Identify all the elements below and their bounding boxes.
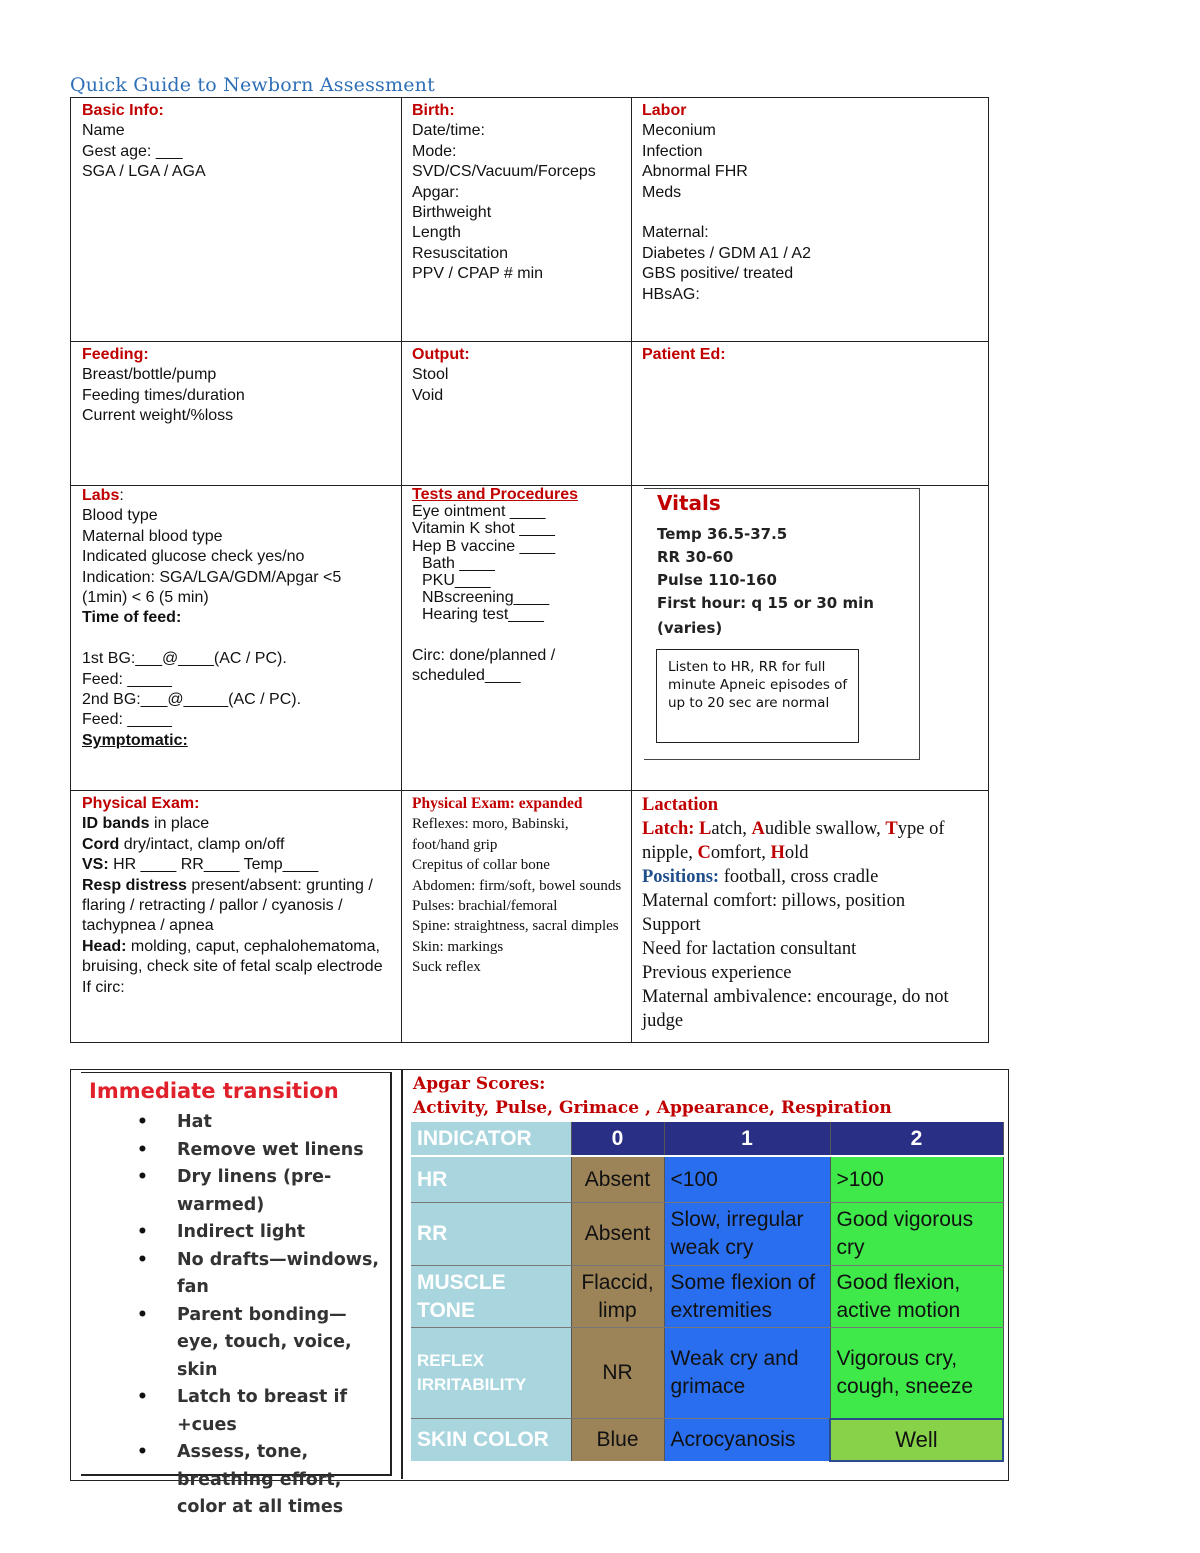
immediate-transition-box [81,1072,392,1517]
tests-line: Bath ____ [422,554,495,572]
tests-line: Vitamin K shot ____ [412,520,555,538]
list-item: • No drafts—windows, fan [177,1247,381,1302]
table-row [411,1156,1003,1202]
lactation-line: Support [642,915,701,935]
vitals-note: Listen to HR, RR for full minute Apneic episodes of up to 20 sec are normal [656,649,859,743]
immediate-transition-heading: Immediate transition [89,1079,339,1103]
column-divider [401,1070,403,1479]
id-bands-label: ID bands [82,815,150,833]
apgar-cell: Some flexion of extremities [664,1265,830,1328]
physical-exam-cell [71,791,402,1042]
pe-expanded-line: Skin: markings [412,938,504,955]
latch-text: ype of nipple, [642,819,945,863]
latch-letter: T [885,819,898,839]
lactation-line: Maternal comfort: pillows, position [642,891,906,911]
pe-expanded-line: Pulses: brachial/femoral [412,898,558,915]
apgar-cell: RR [411,1203,571,1266]
spacer [642,203,980,223]
latch-letter: A [751,819,765,839]
labor-heading: Labor [642,102,687,119]
resp-text: present/absent: grunting / flaring / retracting / pallor / cyanosis / tachypnea / apnea [82,876,373,935]
tests-line: NBscreening____ [422,589,550,607]
birth-line: Mode: [412,142,457,160]
birth-heading: Birth: [412,102,455,119]
patient-ed-heading: Patient Ed: [642,346,726,363]
apgar-cell: Good flexion, active motion [830,1265,1003,1328]
tests-line: Eye ointment ____ [412,503,546,521]
apgar-cell: Absent [571,1156,664,1202]
time-of-feed-label: Time of feed: [82,609,182,627]
physical-exam-heading: Physical Exam: [82,795,200,812]
apgar-cell: MUSCLE TONE [411,1265,571,1328]
labor-line: Diabetes / GDM A1 / A2 [642,244,811,262]
labor-line: Maternal: [642,224,709,242]
latch-text: udible swallow, [764,819,886,839]
labs-cell [71,486,402,791]
cord-text: dry/intact, clamp on/off [119,835,285,853]
basic-info-cell [71,98,402,342]
feeding-heading: Feeding: [82,346,149,363]
apgar-cell: SKIN COLOR [411,1419,571,1461]
basic-info-line: Gest age: ___ [82,142,183,160]
apgar-title: Apgar Scores: [413,1074,546,1094]
apgar-cell: Blue [571,1419,664,1461]
head-text: molding, caput, cephalohematoma, bruising, check site of fetal scalp electrode [82,937,383,976]
apgar-cell: Weak cry and grimace [664,1328,830,1419]
labor-line: Meconium [642,122,716,140]
output-heading: Output: [412,346,470,363]
apgar-table [411,1122,1004,1462]
birth-line: PPV / CPAP # min [412,265,544,283]
latch-line [642,817,980,865]
apgar-cell: Well [830,1419,1003,1461]
apgar-subtitle: Activity, Pulse, Grimace , Appearance, Respiration [413,1098,892,1118]
positions-label: Positions: [642,867,720,887]
lactation-line: Need for lactation consultant [642,939,857,959]
labor-line: Meds [642,183,682,201]
transition-list [81,1109,381,1522]
feeding-line: Breast/bottle/pump [82,366,217,384]
apgar-cell: Flaccid, limp [571,1265,664,1328]
apgar-header: 0 [571,1122,664,1156]
list-item: • Latch to breast if +cues [177,1384,381,1439]
birth-line: Length [412,224,461,242]
resp-label: Resp distress [82,876,187,894]
tests-line: Hearing test____ [422,606,544,624]
head-label: Head: [82,937,127,955]
lactation-heading: Lactation [642,795,719,815]
labs-line: Maternal blood type [82,527,223,545]
basic-info-line: SGA / LGA / AGA [82,163,206,181]
labs-line: Indicated glucose check yes/no [82,548,305,566]
pe-expanded-line: Reflexes: moro, Babinski, foot/hand grip [412,816,569,853]
list-item: • Indirect light [177,1219,381,1247]
feeding-line: Feeding times/duration [82,386,245,404]
latch-text: omfort, [710,843,771,863]
birth-line: Resuscitation [412,244,509,262]
spacer [82,629,393,649]
labs-colon: : [119,487,124,504]
table-row [411,1122,1003,1156]
vs-text: HR ____ RR____ Temp____ [108,856,319,874]
apgar-cell: Good vigorous cry [830,1203,1003,1266]
cord-label: Cord [82,835,120,853]
lactation-cell [632,791,988,1042]
apgar-cell: HR [411,1156,571,1202]
table-row [411,1419,1003,1461]
pe-expanded-line: Suck reflex [412,959,481,976]
latch-label: Latch: [642,819,695,839]
birth-line: Birthweight [412,204,492,222]
labor-line: Infection [642,142,703,160]
basic-info-line: Name [82,122,125,140]
apgar-cell: <100 [664,1156,830,1202]
latch-letter: C [697,843,711,863]
latch-text: atch, [711,819,752,839]
pe-expanded-line: Spine: straightness, sacral dimples [412,918,619,935]
table-row [411,1203,1003,1266]
vitals-card [644,488,920,760]
tests-heading: Tests and Procedures [412,486,578,503]
symptomatic-label: Symptomatic: [82,731,188,749]
apgar-header: INDICATOR [411,1122,571,1156]
physical-exam-expanded-cell [402,791,632,1042]
bottom-section [70,1069,1009,1517]
page-title: Quick Guide to Newborn Assessment [70,74,435,96]
vitals-line: Pulse 110-160 [657,571,777,589]
labor-line: Abnormal FHR [642,163,748,181]
spacer [412,624,623,646]
output-cell [402,342,632,486]
list-item: • Dry linens (pre-warmed) [177,1164,381,1219]
apgar-header: 2 [830,1122,1003,1156]
vitals-heading: Vitals [657,491,721,515]
pe-expanded-line: Abdomen: firm/soft, bowel sounds [412,877,622,894]
output-line: Void [412,386,444,404]
lactation-line: Previous experience [642,963,792,983]
bg-line: Feed: _____ [82,670,172,688]
lactation-line: Maternal ambivalence: encourage, do not judge [642,987,949,1031]
list-item: • Assess, tone, breathing effort, color at all times [177,1439,381,1522]
apgar-cell: Absent [571,1203,664,1266]
vitals-line: Temp 36.5-37.5 [657,525,788,543]
vitals-line: (varies) [657,619,723,637]
vitals-line: RR 30-60 [657,548,734,566]
birth-line: Apgar: [412,183,460,201]
bg-line: 1st BG:___@____(AC / PC). [82,650,287,668]
physical-exam-expanded-heading: Physical Exam: expanded [412,795,583,812]
table-row [411,1328,1003,1419]
patient-ed-cell [632,342,988,486]
apgar-cell: Acrocyanosis [664,1419,830,1461]
vitals-cell [632,486,988,791]
bg-line: 2nd BG:___@_____(AC / PC). [82,691,302,709]
birth-line: Date/time: [412,122,485,140]
feeding-line: Current weight/%loss [82,407,234,425]
id-bands-text: in place [149,815,210,833]
feeding-cell [71,342,402,486]
positions-text: football, cross cradle [719,867,879,887]
list-item: • Hat [177,1109,381,1137]
assessment-grid [70,97,989,1043]
pe-expanded-line: Crepitus of collar bone [412,857,550,874]
table-row [411,1265,1003,1328]
apgar-cell: >100 [830,1156,1003,1202]
apgar-heading-block [413,1072,1003,1120]
latch-text: old [784,843,809,863]
latch-letter: H [770,843,785,863]
labs-line: Indication: SGA/LGA/GDM/Apgar <5 (1min) < 6 (5 min) [82,568,342,607]
vitals-line: First hour: q 15 or 30 min [657,594,874,612]
tests-line: Circ: done/planned / scheduled____ [412,646,556,685]
bg-line: Feed: _____ [82,711,172,729]
labs-heading: Labs [82,487,120,504]
apgar-cell: Vigorous cry, cough, sneeze [830,1328,1003,1419]
output-line: Stool [412,366,449,384]
latch-letter: L [699,819,712,839]
labor-cell [632,98,988,342]
apgar-header: 1 [664,1122,830,1156]
tests-line: PKU____ [422,572,491,590]
labor-line: GBS positive/ treated [642,265,794,283]
list-item: • Remove wet linens [177,1137,381,1165]
basic-info-heading: Basic Info: [82,102,164,119]
vs-label: VS: [82,856,109,874]
circ-line: If circ: [82,978,125,996]
apgar-cell: REFLEX IRRITABILITY [411,1328,571,1419]
tests-cell [402,486,632,791]
tests-line: Hep B vaccine ____ [412,537,556,555]
list-item: • Parent bonding—eye, touch, voice, skin [177,1302,381,1385]
apgar-cell: Slow, irregular weak cry [664,1203,830,1266]
birth-line: SVD/CS/Vacuum/Forceps [412,163,596,181]
labor-line: HBsAG: [642,285,700,303]
labs-line: Blood type [82,507,158,525]
birth-cell [402,98,632,342]
apgar-cell: NR [571,1328,664,1419]
